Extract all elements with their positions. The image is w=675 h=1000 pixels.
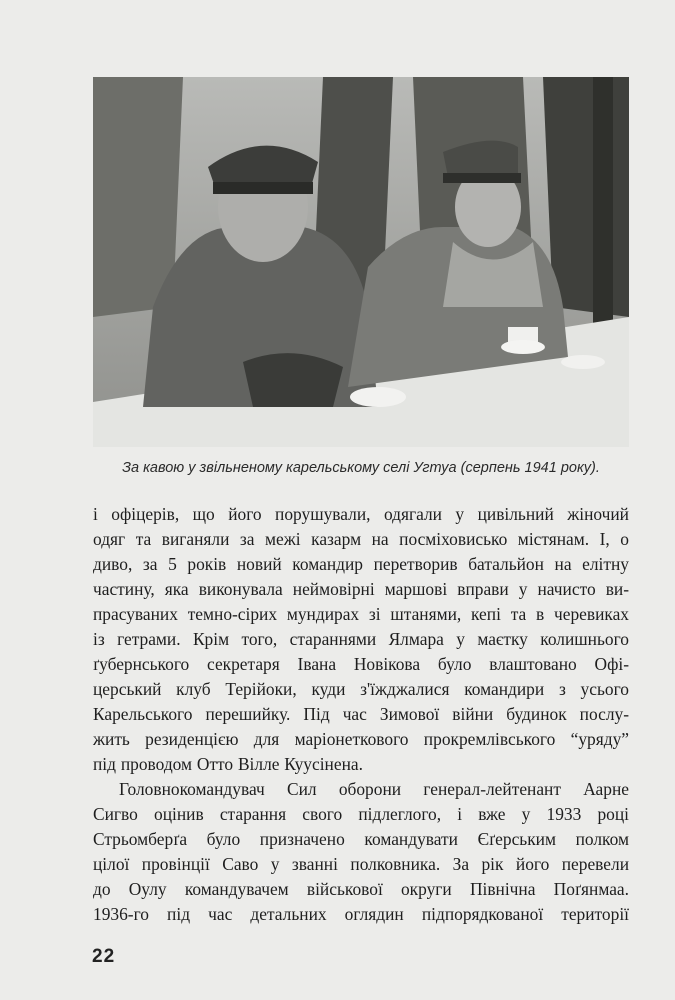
text-line: під проводом Отто Вілле Куусінена.	[93, 754, 363, 774]
text-line: Карельського перешийку. Під час Зимової війни будинок послу-	[93, 704, 629, 724]
historical-photo	[93, 77, 629, 447]
text-line: до Оулу командувачем військової округи Північна Поґянмаа.	[93, 879, 629, 899]
text-line: ґубернського секретаря Івана Новікова було влаштовано Офі-	[93, 654, 629, 674]
text-line: церський клуб Терійоки, куди з'їжджалися командири з усього	[93, 679, 629, 699]
text-line: і офіцерів, що його порушували, одягали у цивільний жіночий	[93, 504, 629, 524]
photo-caption: За кавою у звільненому карельському селі Угтуа (серпень 1941 року).	[122, 460, 600, 476]
text-line: прасуваних темно-сірих мундирах зі штанями, кепі та в черевиках	[93, 604, 629, 624]
text-line: жить резиденцією для маріонеткового прокремлівського “уряду”	[93, 729, 629, 749]
text-line: із гетрами. Крім того, стараннями Ялмара у маєтку колишнього	[93, 629, 629, 649]
text-line: частину, яка виконувала неймовірні маршові вправи у начисто ви-	[93, 579, 629, 599]
page-number: 22	[92, 946, 116, 967]
text-line: Сигво оцінив старання свого підлеглого, і вже у 1933 році	[93, 804, 629, 824]
text-line: 1936-го під час детальних оглядин підпорядкованої території	[93, 904, 629, 924]
text-line: одяг та виганяли за межі казарм на посміховисько містянам. І, о	[93, 529, 629, 549]
body-text	[93, 502, 629, 927]
text-line: Стрьомберґа було призначено командувати Єґерським полком	[93, 829, 629, 849]
text-line: Головнокомандувач Сил оборони генерал-лейтенант Аарне	[119, 779, 629, 799]
text-line: диво, за 5 років новий командир перетворив батальйон на елітну	[93, 554, 629, 574]
text-line: цілої провінції Саво у званні полковника. За рік його перевели	[93, 854, 629, 874]
